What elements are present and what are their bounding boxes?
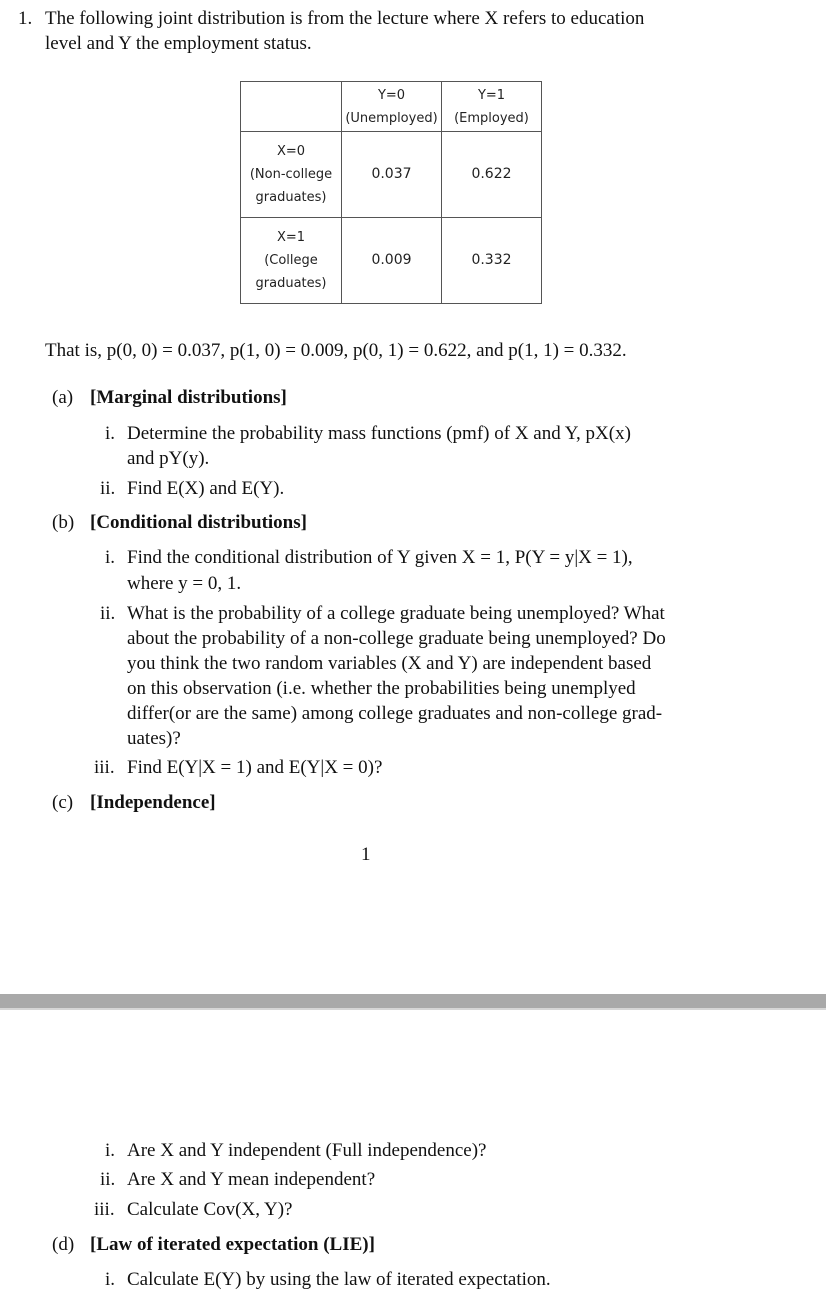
part-b-label: (b) bbox=[52, 512, 75, 533]
part-a-label: (a) bbox=[52, 387, 74, 408]
part-a-i-line-2: and pY(y). bbox=[127, 448, 210, 469]
part-c-ii-text: Are X and Y mean independent? bbox=[127, 1169, 376, 1190]
table-header-row bbox=[241, 82, 542, 132]
column-header-y0-value: Y=0 bbox=[377, 87, 406, 103]
cell-p01: 0.622 bbox=[442, 132, 542, 218]
column-header-y1-label: (Employed) bbox=[454, 110, 529, 126]
part-b-ii-line-4: on this observation (i.e. whether the probabilities being unemplyed bbox=[127, 678, 636, 699]
part-c-iii-text: Calculate Cov(X, Y)? bbox=[127, 1199, 293, 1220]
column-header-y0 bbox=[342, 82, 442, 132]
part-b-i-line-2: where y = 0, 1. bbox=[127, 573, 242, 594]
row-header-x1 bbox=[241, 218, 342, 304]
that-is-line: That is, p(0, 0) = 0.037, p(1, 0) = 0.009, p(0, 1) = 0.622, and p(1, 1) = 0.332. bbox=[45, 340, 627, 361]
table-row bbox=[241, 132, 542, 218]
part-a-ii-number: ii. bbox=[100, 478, 116, 499]
part-d-i-number: i. bbox=[105, 1269, 116, 1290]
part-b-title: [Conditional distributions] bbox=[90, 512, 307, 533]
part-a-title: [Marginal distributions] bbox=[90, 387, 287, 408]
page-number: 1 bbox=[361, 844, 371, 865]
part-b-ii-line-5: differ(or are the same) among college graduates and non-college grad- bbox=[127, 703, 663, 724]
part-a-ii-text: Find E(X) and E(Y). bbox=[127, 478, 285, 499]
column-header-y0-label: (Unemployed) bbox=[345, 110, 438, 126]
part-c-i-number: i. bbox=[105, 1140, 116, 1161]
part-c-title: [Independence] bbox=[90, 792, 216, 813]
row-header-x0-value: X=0 bbox=[276, 144, 306, 159]
joint-distribution-table bbox=[240, 81, 542, 304]
cell-p00: 0.037 bbox=[342, 132, 442, 218]
part-c-iii-number: iii. bbox=[94, 1199, 115, 1220]
row-header-x0-label-1: (Non-college bbox=[249, 167, 333, 182]
page-break-shadow bbox=[0, 1008, 826, 1010]
part-b-ii-line-6: uates)? bbox=[127, 728, 181, 749]
part-b-i-line-1: Find the conditional distribution of Y given X = 1, P(Y = y|X = 1), bbox=[127, 547, 633, 568]
table-row bbox=[241, 218, 542, 304]
part-b-ii-number: ii. bbox=[100, 603, 116, 624]
page-break-divider bbox=[0, 994, 826, 1008]
part-a-i-number: i. bbox=[105, 423, 116, 444]
table-corner-cell bbox=[241, 82, 342, 132]
cell-p11: 0.332 bbox=[442, 218, 542, 304]
column-header-y1-value: Y=1 bbox=[477, 87, 506, 103]
row-header-x1-value: X=1 bbox=[276, 230, 306, 245]
intro-line-2: level and Y the employment status. bbox=[45, 33, 312, 54]
part-b-ii-line-3: you think the two random variables (X and Y) are independent based bbox=[127, 653, 652, 674]
intro-line-1: The following joint distribution is from the lecture where X refers to education bbox=[45, 8, 645, 29]
part-b-iii-text: Find E(Y|X = 1) and E(Y|X = 0)? bbox=[127, 757, 383, 778]
part-b-iii-number: iii. bbox=[94, 757, 115, 778]
part-c-label: (c) bbox=[52, 792, 74, 813]
row-header-x0-label-2: graduates) bbox=[255, 190, 327, 205]
row-header-x0 bbox=[241, 132, 342, 218]
part-d-title: [Law of iterated expectation (LIE)] bbox=[90, 1234, 375, 1255]
problem-number: 1. bbox=[18, 8, 33, 29]
part-d-i-text: Calculate E(Y) by using the law of iterated expectation. bbox=[127, 1269, 551, 1290]
part-c-ii-number: ii. bbox=[100, 1169, 116, 1190]
cell-p10: 0.009 bbox=[342, 218, 442, 304]
row-header-x1-label-2: graduates) bbox=[255, 276, 327, 291]
part-b-i-number: i. bbox=[105, 547, 116, 568]
part-b-ii-line-1: What is the probability of a college graduate being unemployed? What bbox=[127, 603, 665, 624]
part-d-label: (d) bbox=[52, 1234, 75, 1255]
part-c-i-text: Are X and Y independent (Full independence)? bbox=[127, 1140, 487, 1161]
column-header-y1 bbox=[442, 82, 542, 132]
part-b-ii-line-2: about the probability of a non-college graduate being unemployed? Do bbox=[127, 628, 666, 649]
part-a-i-line-1: Determine the probability mass functions (pmf) of X and Y, pX(x) bbox=[127, 423, 631, 444]
row-header-x1-label-1: (College bbox=[264, 253, 318, 268]
